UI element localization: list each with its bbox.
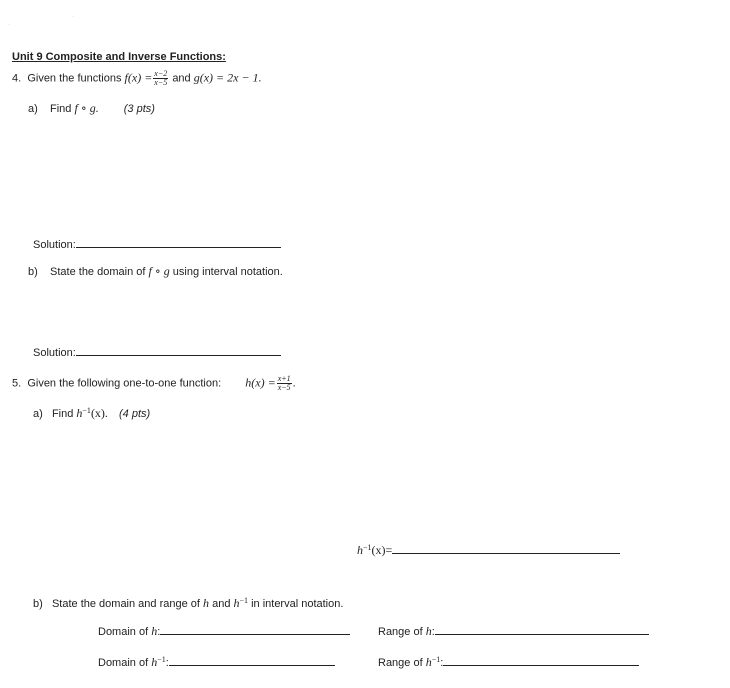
part-text: Find (50, 103, 72, 115)
h-period: . (292, 377, 296, 390)
range-hinv-row: Range of $h^{-1}$: (378, 655, 639, 670)
question-4b (28, 264, 283, 279)
answer-line[interactable] (443, 655, 639, 666)
domain-var: h (151, 624, 158, 638)
question-4a (28, 101, 155, 116)
question-4-prompt (12, 70, 262, 87)
part-label: b) (33, 598, 43, 610)
domain-label: Domain of (98, 657, 149, 669)
f-fraction (153, 70, 168, 87)
f-numerator: x−2 (154, 69, 168, 78)
h-numerator: x+1 (277, 374, 291, 383)
part-label: b) (28, 266, 38, 278)
and-text: and (172, 72, 191, 85)
range-var: $h^{-1}$ (425, 655, 441, 669)
points: (4 pts) (119, 408, 151, 420)
answer-line[interactable] (160, 624, 350, 635)
question-text: Given the functions (27, 72, 122, 85)
part-text: State the domain and range of (51, 598, 200, 610)
part-text: Find (51, 408, 74, 420)
answer-line[interactable] (76, 237, 281, 248)
solution-4b-row (33, 345, 281, 359)
answer-line[interactable] (76, 345, 281, 356)
scan-speck: · (8, 22, 10, 28)
page-title: Unit 9 Composite and Inverse Functions: (12, 51, 226, 63)
scan-speck: · (72, 14, 74, 20)
part-text-2: in interval notation. (251, 598, 344, 610)
part-text: State the domain of (50, 266, 146, 278)
domain-var: $h^{-1}$ (151, 655, 166, 669)
question-text: Given the following one-to-one function: (27, 377, 222, 390)
range-h-row: Range of h: (378, 624, 649, 639)
range-label: Range of (378, 657, 423, 669)
answer-line[interactable] (392, 543, 620, 554)
h-label: h(x) = (245, 375, 276, 390)
question-number: 5. (12, 377, 22, 390)
answer-line[interactable] (435, 624, 649, 635)
f-label: f(x) = (124, 70, 153, 85)
and-text: and (212, 598, 231, 610)
h-denominator: x−5 (277, 383, 291, 392)
points: (3 pts) (123, 103, 155, 115)
h-variable: h (203, 596, 210, 610)
domain-label: Domain of (98, 626, 149, 638)
solution-4a-row (33, 237, 281, 251)
range-label: Range of (378, 626, 423, 638)
inverse-answer-row (357, 543, 620, 558)
part-label: a) (28, 103, 38, 115)
composite-expression: f ∘ g. (74, 101, 99, 115)
inverse-expression: $h^{-1}(x)$. (76, 406, 108, 420)
question-5-prompt (12, 375, 296, 392)
h-inverse-variable: $h^{-1}$ (233, 596, 249, 610)
composite-expression: f ∘ g (148, 264, 170, 278)
question-number: 4. (12, 72, 22, 85)
part-text-2: using interval notation. (172, 266, 283, 278)
solution-label: Solution: (33, 239, 76, 251)
inverse-answer-label: $h^{-1}(x)=$ (357, 543, 393, 557)
question-5a (33, 406, 150, 421)
domain-hinv-row: Domain of $h^{-1}$: (98, 655, 335, 670)
part-label: a) (33, 408, 43, 420)
answer-line[interactable] (169, 655, 335, 666)
h-fraction (277, 375, 292, 392)
question-5b (33, 596, 343, 611)
solution-label: Solution: (33, 347, 76, 359)
f-denominator: x−5 (154, 78, 168, 87)
range-var: h (425, 624, 432, 638)
domain-h-row: Domain of h: (98, 624, 350, 639)
g-expression: g(x) = 2x − 1. (193, 70, 262, 85)
